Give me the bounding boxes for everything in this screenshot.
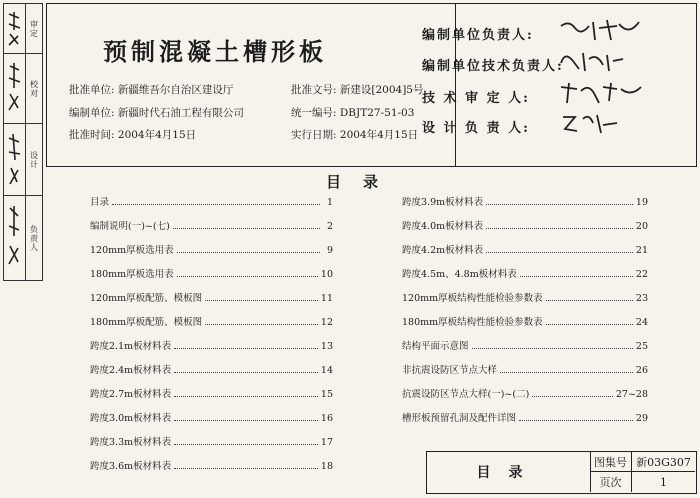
toc-entry[interactable] — [402, 290, 648, 304]
toc-leader — [486, 204, 633, 205]
toc-entry-page: 21 — [635, 245, 648, 256]
toc-entry-page: 10 — [320, 269, 333, 280]
toc-entry-label: 跨度3.3m板材料表 — [90, 437, 172, 448]
toc-leader — [177, 276, 318, 277]
toc-entry-label: 非抗震设防区节点大样 — [402, 365, 498, 376]
toc-entry-page: 23 — [635, 293, 648, 304]
approver-line — [69, 82, 233, 97]
responsible-label: 编制单位技术负责人: — [422, 59, 564, 74]
toc-entry[interactable] — [402, 314, 648, 328]
toc-leader — [174, 444, 318, 445]
editor-label: 编制单位: — [69, 107, 115, 119]
toc-entry-page: 19 — [635, 197, 648, 208]
toc-leader — [205, 324, 318, 325]
toc-entry-page: 1 — [326, 197, 333, 208]
toc-entry-label: 120mm厚板结构性能检验参数表 — [402, 293, 543, 304]
toc-entry-page: 14 — [320, 365, 333, 376]
toc-entry[interactable] — [90, 410, 333, 424]
code-line — [291, 105, 414, 120]
toc-entry[interactable] — [402, 386, 648, 400]
title-block-name: 目录 — [427, 452, 591, 492]
toc-entry-label: 结构平面示意图 — [402, 341, 469, 352]
title-block — [426, 451, 697, 494]
toc-entry-page: 29 — [635, 413, 648, 424]
responsible-label: 编制单位负责人: — [422, 28, 534, 43]
signature-mark — [555, 18, 645, 42]
toc-entry-label: 180mm厚板选用表 — [90, 269, 174, 280]
doc-no-value: 新建设[2004]5号 — [339, 84, 424, 96]
toc-leader — [177, 252, 320, 253]
toc-entry-label: 180mm厚板配筋、模板图 — [90, 317, 203, 328]
toc-entry[interactable] — [90, 194, 333, 208]
toc-entry-label: 跨度3.6m板材料表 — [90, 461, 172, 472]
toc-title: 目录 — [326, 173, 401, 191]
toc-entry-label: 跨度2.7m板材料表 — [90, 389, 172, 400]
responsible-label: 技 术 审 定 人: — [422, 91, 530, 106]
approve-date-line — [69, 127, 196, 142]
approval-label: 校对 — [25, 54, 42, 123]
toc-entry-label: 180mm厚板结构性能检验参数表 — [402, 317, 543, 328]
toc-leader — [174, 396, 318, 397]
toc-entry-page: 25 — [635, 341, 648, 352]
toc-entry-page: 17 — [320, 437, 333, 448]
toc-entry[interactable] — [90, 458, 333, 472]
toc-entry-label: 跨度4.5m、4.8m板材料表 — [402, 269, 517, 280]
toc-entry[interactable] — [90, 290, 333, 304]
toc-entry[interactable] — [402, 266, 648, 280]
toc-entry[interactable] — [90, 362, 333, 376]
toc-leader — [486, 228, 633, 229]
toc-leader — [500, 372, 633, 373]
toc-entry-label: 跨度2.1m板材料表 — [90, 341, 172, 352]
signature-mark — [6, 10, 22, 48]
toc-entry-label: 跨度4.0m板材料表 — [402, 221, 484, 232]
toc-entry-page: 18 — [320, 461, 333, 472]
toc-entry[interactable] — [90, 314, 333, 328]
signature-mark — [555, 111, 645, 135]
doc-no-label: 批准文号: — [291, 84, 337, 96]
signature-mark — [555, 81, 645, 105]
approval-cell — [4, 54, 42, 124]
approval-strip — [3, 3, 43, 281]
responsible-label: 设 计 负 责 人: — [422, 121, 530, 136]
signature-mark — [555, 49, 645, 73]
toc-entry-page: 2 — [326, 221, 333, 232]
toc-entry-label: 120mm厚板选用表 — [90, 245, 174, 256]
toc-leader — [174, 420, 318, 421]
toc-entry-label: 编制说明(一)~(七) — [90, 221, 170, 232]
toc-leader — [520, 276, 633, 277]
page-value: 1 — [660, 475, 667, 489]
toc-entry-label: 跨度3.9m板材料表 — [402, 197, 484, 208]
toc-entry[interactable] — [90, 266, 333, 280]
toc-entry-label: 120mm厚板配筋、模板图 — [90, 293, 203, 304]
toc-entry-page: 22 — [635, 269, 648, 280]
approval-cell — [4, 124, 42, 196]
approval-label: 负责人 — [25, 196, 42, 280]
toc-entry[interactable] — [90, 242, 333, 256]
toc-entry-page: 16 — [320, 413, 333, 424]
toc-entry[interactable] — [402, 410, 648, 424]
atlas-no-value: 新03G307 — [632, 452, 695, 472]
toc-entry-label: 抗震设防区节点大样(一)~(二) — [402, 389, 530, 400]
editor-line — [69, 105, 244, 120]
toc-leader — [486, 252, 633, 253]
toc-entry-page: 13 — [320, 341, 333, 352]
toc-entry-page: 20 — [635, 221, 648, 232]
toc-entry[interactable] — [90, 338, 333, 352]
approval-cell — [4, 4, 42, 54]
signature-mark — [6, 60, 22, 118]
code-label: 统一编号: — [291, 107, 337, 119]
toc-entry-page: 27~28 — [615, 389, 648, 400]
approver-value: 新疆维吾尔自治区建设厅 — [117, 84, 234, 96]
toc-leader — [173, 228, 320, 229]
atlas-no-label: 图集号 — [590, 452, 632, 472]
toc-entry-page: 11 — [320, 293, 333, 304]
page-label: 页次 — [590, 472, 632, 492]
toc-entry-label: 目录 — [90, 197, 110, 208]
doc-no-line — [291, 82, 424, 97]
approver-label: 批准单位: — [69, 84, 115, 96]
toc-entry-page: 26 — [635, 365, 648, 376]
approval-cell — [4, 196, 42, 280]
toc-leader — [519, 420, 633, 421]
toc-leader — [174, 372, 318, 373]
toc-entry-page: 15 — [320, 389, 333, 400]
toc-entry[interactable] — [402, 338, 648, 352]
toc-entry[interactable] — [90, 386, 333, 400]
toc-entry-label: 槽形板预留孔洞及配件详图 — [402, 413, 517, 424]
toc-leader — [546, 300, 633, 301]
impl-date-label: 实行日期: — [291, 129, 337, 141]
toc-leader — [546, 324, 633, 325]
impl-date-value: 2004年4月15日 — [339, 129, 419, 141]
toc-leader — [112, 204, 320, 205]
toc-entry-label: 跨度4.2m板材料表 — [402, 245, 484, 256]
toc-leader — [174, 348, 318, 349]
toc-entry[interactable] — [90, 218, 333, 232]
toc-entry-page: 9 — [326, 245, 333, 256]
impl-date-line — [291, 127, 418, 142]
approval-label: 设计 — [25, 124, 42, 195]
approval-label: 审定 — [25, 4, 42, 53]
toc-entry[interactable] — [402, 362, 648, 376]
toc-entry-page: 12 — [320, 317, 333, 328]
toc-leader — [472, 348, 633, 349]
toc-entry[interactable] — [90, 434, 333, 448]
signature-mark — [6, 202, 22, 274]
toc-entry-label: 跨度2.4m板材料表 — [90, 365, 172, 376]
approve-date-value: 2004年4月15日 — [117, 129, 197, 141]
toc-entry[interactable] — [402, 242, 648, 256]
editor-value: 新疆时代石油工程有限公司 — [117, 107, 244, 119]
toc-leader — [174, 468, 318, 469]
document-title: 预制混凝土槽形板 — [103, 38, 327, 66]
toc-entry[interactable] — [402, 194, 648, 208]
approve-date-label: 批准时间: — [69, 129, 115, 141]
signature-mark — [6, 130, 22, 190]
toc-leader — [205, 300, 318, 301]
toc-entry-label: 跨度3.0m板材料表 — [90, 413, 172, 424]
toc-leader — [532, 396, 613, 397]
toc-entry[interactable] — [402, 218, 648, 232]
toc-entry-page: 24 — [635, 317, 648, 328]
code-value: DBJT27-51-03 — [339, 107, 415, 119]
